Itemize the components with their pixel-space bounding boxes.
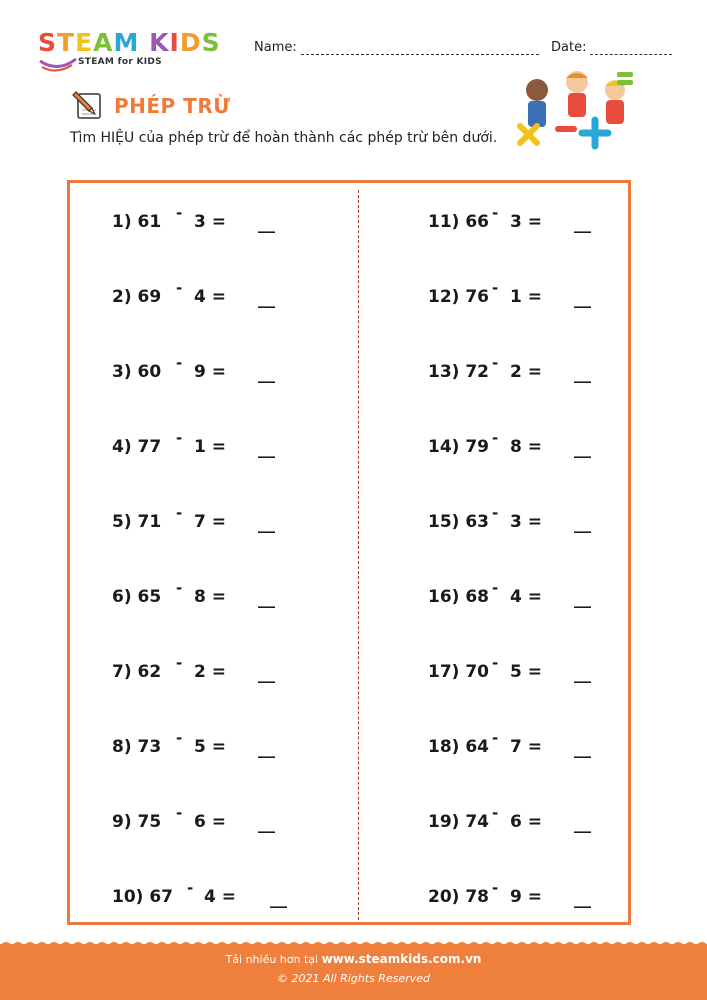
answer-blank[interactable]: __ [258,289,275,309]
problem-14 [428,429,591,459]
problem-subtrahend: 7 = [194,512,226,532]
problem-17 [428,654,591,684]
problem-6 [112,579,275,609]
problem-3 [112,354,275,384]
date-label: Date: [551,40,587,55]
answer-blank[interactable]: __ [258,364,275,384]
problem-label: 13) 72 [428,362,490,382]
answer-blank[interactable]: __ [574,214,591,234]
problem-subtrahend: 4 = [194,287,226,307]
footer-copyright: © 2021 All Rights Reserved [276,972,430,985]
logo-wordmark: STEAM KIDS [38,28,221,57]
minus-sign: - [176,579,183,597]
problem-label: 16) 68 [428,587,490,607]
problem-subtrahend: 2 = [510,362,542,382]
answer-blank[interactable]: __ [574,739,591,759]
problem-subtrahend: 5 = [510,662,542,682]
problem-subtrahend: 3 = [510,512,542,532]
instruction-text: Tìm HIỆU của phép trừ để hoàn thành các phép trừ bên dưới. [70,130,498,146]
problem-19 [428,804,591,834]
problem-subtrahend: 9 = [194,362,226,382]
problem-label: 3) 60 [112,362,162,382]
problem-15 [428,504,591,534]
minus-sign: - [176,204,183,222]
problem-label: 18) 64 [428,737,490,757]
name-label: Name: [254,40,297,55]
answer-blank[interactable]: __ [574,289,591,309]
minus-sign: - [176,729,183,747]
problem-11 [428,204,591,234]
problem-subtrahend: 2 = [194,662,226,682]
footer-prefix: Tải nhiều hơn tại [225,953,319,966]
minus-sign: - [492,804,499,822]
pencil-paper-icon [72,88,106,122]
problem-16 [428,579,591,609]
minus-sign: - [492,729,499,747]
problem-13 [428,354,591,384]
minus-sign: - [176,354,183,372]
minus-sign: - [492,354,499,372]
problem-label: 7) 62 [112,662,162,682]
minus-sign: - [492,579,499,597]
problem-label: 8) 73 [112,737,162,757]
footer-site-link[interactable]: www.steamkids.com.vn [321,952,482,966]
problem-subtrahend: 4 = [510,587,542,607]
problem-label: 5) 71 [112,512,162,532]
kids-math-illustration [515,68,645,158]
minus-sign: - [492,654,499,672]
minus-sign: - [176,429,183,447]
problem-label: 2) 69 [112,287,162,307]
answer-blank[interactable]: __ [574,439,591,459]
answer-blank[interactable]: __ [574,814,591,834]
problem-subtrahend: 5 = [194,737,226,757]
problem-label: 4) 77 [112,437,162,457]
problem-subtrahend: 8 = [194,587,226,607]
page-title: PHÉP TRỪ [114,94,231,118]
problem-label: 14) 79 [428,437,490,457]
problem-subtrahend: 9 = [510,887,542,907]
answer-blank[interactable]: __ [258,589,275,609]
minus-sign: - [492,279,499,297]
footer-download-line [0,952,707,966]
problem-7 [112,654,275,684]
problem-subtrahend: 7 = [510,737,542,757]
minus-sign: - [492,429,499,447]
column-divider [358,190,359,920]
problem-label: 20) 78 [428,887,490,907]
problem-label: 17) 70 [428,662,490,682]
problem-subtrahend: 6 = [510,812,542,832]
answer-blank[interactable]: __ [258,514,275,534]
answer-blank[interactable]: __ [258,214,275,234]
problem-label: 9) 75 [112,812,162,832]
answer-blank[interactable]: __ [258,814,275,834]
minus-sign: - [187,879,194,897]
problem-subtrahend: 1 = [510,287,542,307]
problem-label: 10) 67 [112,887,174,907]
minus-sign: - [176,279,183,297]
answer-blank[interactable]: __ [574,889,591,909]
minus-sign: - [176,804,183,822]
answer-blank[interactable]: __ [258,739,275,759]
steam-kids-logo [38,30,238,75]
problem-subtrahend: 4 = [204,887,236,907]
name-field[interactable] [254,40,539,55]
date-field[interactable] [551,40,672,55]
problem-subtrahend: 1 = [194,437,226,457]
minus-sign: - [492,504,499,522]
answer-blank[interactable]: __ [574,514,591,534]
logo-tagline: STEAM for KIDS [78,57,162,67]
problem-subtrahend: 8 = [510,437,542,457]
problem-10 [112,879,287,909]
problem-subtrahend: 3 = [510,212,542,232]
problem-label: 1) 61 [112,212,162,232]
problem-20 [428,879,591,909]
problem-4 [112,429,275,459]
problem-subtrahend: 6 = [194,812,226,832]
problem-label: 6) 65 [112,587,162,607]
problem-label: 15) 63 [428,512,490,532]
answer-blank[interactable]: __ [258,439,275,459]
problem-label: 12) 76 [428,287,490,307]
swoosh-icon [38,55,78,73]
date-line [590,54,672,55]
answer-blank[interactable]: __ [574,589,591,609]
problem-8 [112,729,275,759]
minus-sign: - [492,204,499,222]
problem-2 [112,279,275,309]
answer-blank[interactable]: __ [258,664,275,684]
problem-subtrahend: 3 = [194,212,226,232]
problem-label: 19) 74 [428,812,490,832]
problem-12 [428,279,591,309]
problem-1 [112,204,275,234]
problem-18 [428,729,591,759]
answer-blank[interactable]: __ [270,889,287,909]
minus-sign: - [176,654,183,672]
minus-sign: - [492,879,499,897]
minus-sign: - [176,504,183,522]
problem-label: 11) 66 [428,212,490,232]
problem-9 [112,804,275,834]
answer-blank[interactable]: __ [574,364,591,384]
problem-5 [112,504,275,534]
answer-blank[interactable]: __ [574,664,591,684]
name-line [301,54,539,55]
